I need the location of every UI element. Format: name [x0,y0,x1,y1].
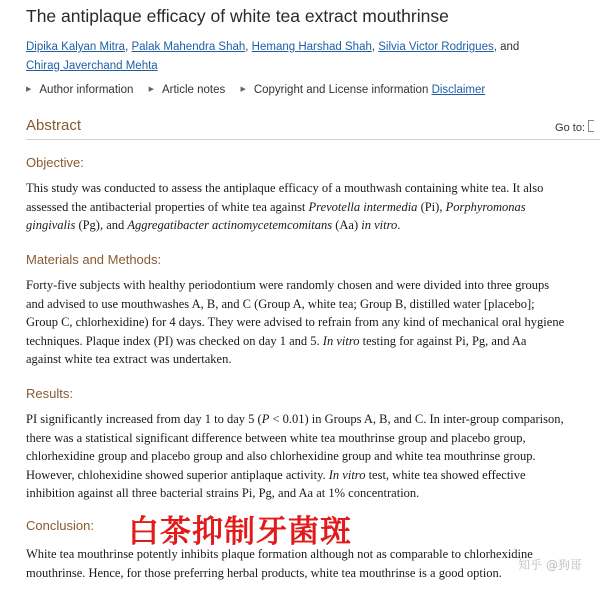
author-link-1[interactable]: Dipika Kalyan Mitra [26,41,126,53]
text-line: However, chlohexidine showed superior antiplaque activity. [26,467,329,482]
expand-triangle-icon[interactable]: ▶ [240,86,246,93]
italic-term: Prevotella intermedia [308,199,418,214]
text-line: Forty-five subjects with healthy periodontium were randomly chosen and were divided into three groups [26,278,550,292]
text-line: PI significantly increased from day 1 to day 5 ( [26,412,262,426]
text-line: This study was conducted to assess the antiplaque efficacy of a mouthwash containing white tea. It also [26,181,544,195]
italic-term: In vitro [328,467,366,482]
text-line: (Pi), [417,199,446,214]
zhihu-watermark: 知乎 @狗哥 [518,558,582,572]
text-line: and advised to use mouthwashes A, B, and C (Group A, white tea; Group B, distilled water [placebo]; [26,296,535,311]
text-line: chlorhexidine group and placebo group and also chlorhexidine group and white tea mouthrinse group. [26,449,536,464]
copyright-toggle[interactable]: Copyright and License information [253,84,429,96]
text-line: there was a statistical significant difference between white tea mouthrinse group and placebo group, [26,430,526,445]
author-and: , and [493,41,520,53]
author-information-toggle[interactable]: Author information [39,84,134,96]
objective-heading: Objective: [26,155,84,170]
objective-text [26,179,600,235]
text-line: test, white tea showed effective [365,467,526,482]
italic-term: Porphyromonas [445,199,526,214]
methods-heading: Materials and Methods: [26,252,162,267]
author-link-2[interactable]: Palak Mahendra Shah [131,41,246,53]
results-heading: Results: [26,386,73,401]
author-link-5[interactable]: Chirag Javerchand Mehta [26,60,158,72]
text-line: (Aa) [332,218,362,233]
methods-text [26,276,600,369]
text-line: < 0.01) in Groups A, B, and C. In inter-group comparison, [269,412,564,426]
author-separator: , [125,41,132,53]
abstract-heading: Abstract [26,117,82,134]
article-notes-toggle[interactable]: Article notes [161,84,226,96]
results-text [26,410,600,503]
text-line: assessed the antibacterial properties of white tea against [26,199,309,214]
text-line: White tea mouthrinse potently inhibits plaque formation although not as comparable to chlorhexidine [26,547,533,561]
italic-term: P [261,412,270,426]
chinese-caption-overlay: 白茶抑制牙菌斑 [128,514,352,550]
article-meta-bar [26,84,596,96]
author-list [26,38,586,76]
disclaimer-link[interactable]: Disclaimer [431,84,486,96]
italic-term: in vitro [361,218,398,233]
italic-term: In vitro [322,333,360,348]
text-line: mouthrinse. Hence, for those preferring herbal products, white tea mouthrinse is a good option. [26,565,502,580]
conclusion-heading: Conclusion: [26,518,94,533]
text-line: (Pg), and [75,218,128,233]
italic-term: Aggregatibacter actinomycetemcomitans [127,218,333,233]
expand-triangle-icon[interactable]: ▶ [148,86,154,93]
author-link-4[interactable]: Silvia Victor Rodrigues [378,41,494,53]
author-separator: , [245,41,252,53]
abstract-header [26,114,600,140]
text-line: . [397,218,401,233]
author-link-3[interactable]: Hemang Harshad Shah [251,41,372,53]
text-line: Group C, chlorhexidine) for 4 days. They were advised to refrain from any kind of mechanical oral hygiene [26,315,565,330]
go-to-label: Go to: [555,122,585,134]
article-title: The antiplaque efficacy of white tea extract mouthrinse [26,6,449,26]
text-line: inhibition against all three bacterial strains Pi, Pg, and Aa at 1% concentration. [26,486,420,501]
go-to-dropdown-icon[interactable] [588,120,594,132]
author-separator: , [371,41,379,53]
text-line: techniques. Plaque index (PI) was checked on day 1 and 5. [26,333,323,348]
go-to-menu[interactable] [555,120,594,134]
text-line: testing for against Pi, Pg, and Aa [359,333,527,348]
text-line: against white tea extract was undertaken. [26,352,232,367]
italic-term: gingivalis [26,218,76,233]
expand-triangle-icon[interactable]: ▶ [26,86,32,93]
